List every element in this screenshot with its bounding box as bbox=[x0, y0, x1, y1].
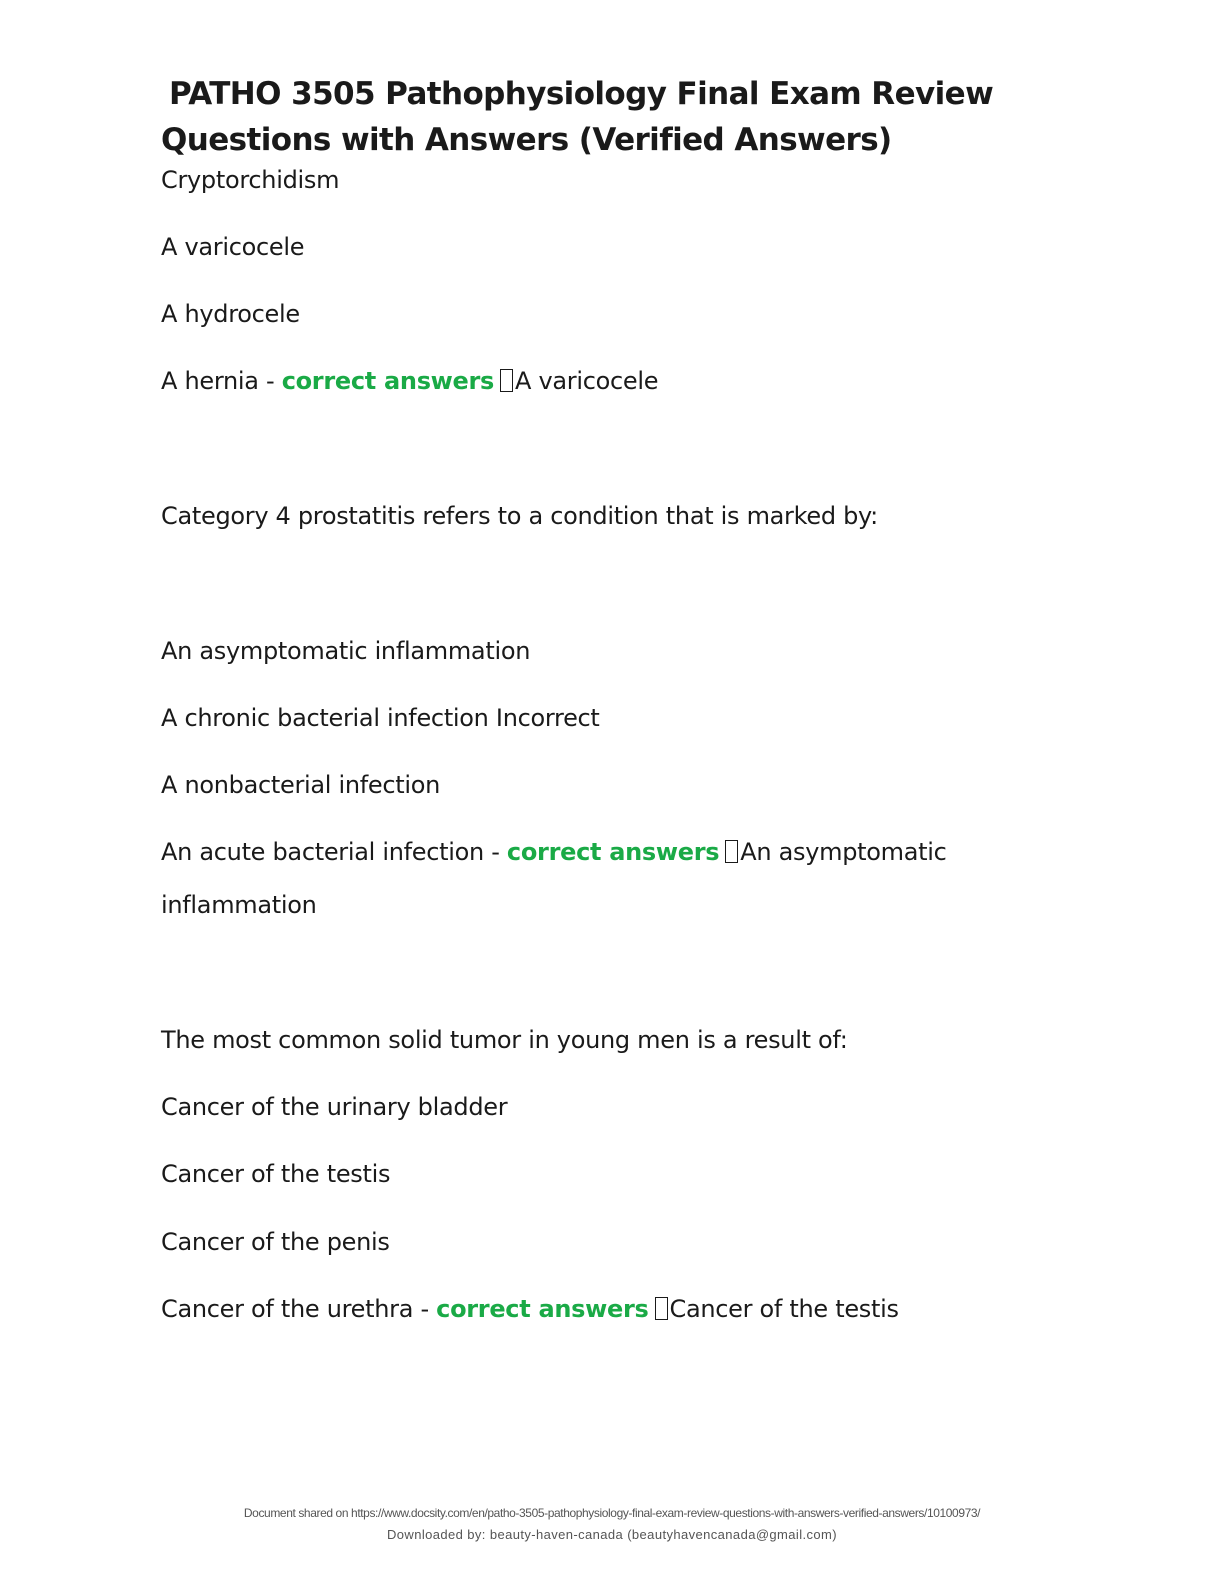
q2-answer-wrap: inflammation bbox=[161, 891, 317, 919]
q1-option-2: A varicocele bbox=[161, 233, 305, 261]
q2-answer-line bbox=[161, 837, 947, 867]
q3-answer-line bbox=[161, 1294, 899, 1324]
q2-option-4: An acute bacterial infection - bbox=[161, 838, 507, 866]
q3-option-3: Cancer of the penis bbox=[161, 1228, 390, 1256]
correct-answers-marker: correct answers bbox=[436, 1295, 649, 1323]
q2-answer: An asymptomatic bbox=[740, 838, 947, 866]
footer-downloaded-by: Downloaded by: beauty-haven-canada (beautyhavencanada@gmail.com) bbox=[386, 1527, 837, 1542]
q1-option-1: Cryptorchidism bbox=[161, 166, 340, 194]
q1-option-4: A hernia - bbox=[161, 367, 282, 395]
q1-option-3: A hydrocele bbox=[161, 300, 300, 328]
q2-option-3: A nonbacterial infection bbox=[161, 771, 441, 799]
correct-answers-marker: correct answers bbox=[506, 838, 720, 866]
q3-option-2: Cancer of the testis bbox=[161, 1160, 391, 1188]
title-line-1: PATHO 3505 Pathophysiology Final Exam Review bbox=[169, 76, 994, 112]
footer-shared-on: Document shared on https://www.docsity.com/en/patho-3505-pathophysiology-final-exam-review-questions-with-answers-verified-answers/10100973/ bbox=[243, 1506, 981, 1520]
q2-option-1: An asymptomatic inflammation bbox=[161, 637, 531, 665]
q1-answer-line bbox=[161, 366, 658, 396]
title-line-2: Questions with Answers (Verified Answers) bbox=[161, 122, 892, 158]
q3-option-4: Cancer of the urethra - bbox=[161, 1295, 437, 1323]
checkbox-glyph-icon bbox=[500, 369, 513, 392]
document-title bbox=[161, 71, 1021, 163]
q3-stem: The most common solid tumor in young men is a result of: bbox=[161, 1026, 848, 1054]
checkbox-glyph-icon bbox=[725, 840, 738, 863]
q1-answer: A varicocele bbox=[515, 367, 659, 395]
q3-answer: Cancer of the testis bbox=[669, 1295, 899, 1323]
q2-stem: Category 4 prostatitis refers to a condition that is marked by: bbox=[161, 502, 878, 530]
q3-option-1: Cancer of the urinary bladder bbox=[161, 1093, 508, 1121]
q2-option-2: A chronic bacterial infection Incorrect bbox=[161, 704, 600, 732]
checkbox-glyph-icon bbox=[655, 1297, 668, 1320]
correct-answers-marker: correct answers bbox=[281, 367, 495, 395]
